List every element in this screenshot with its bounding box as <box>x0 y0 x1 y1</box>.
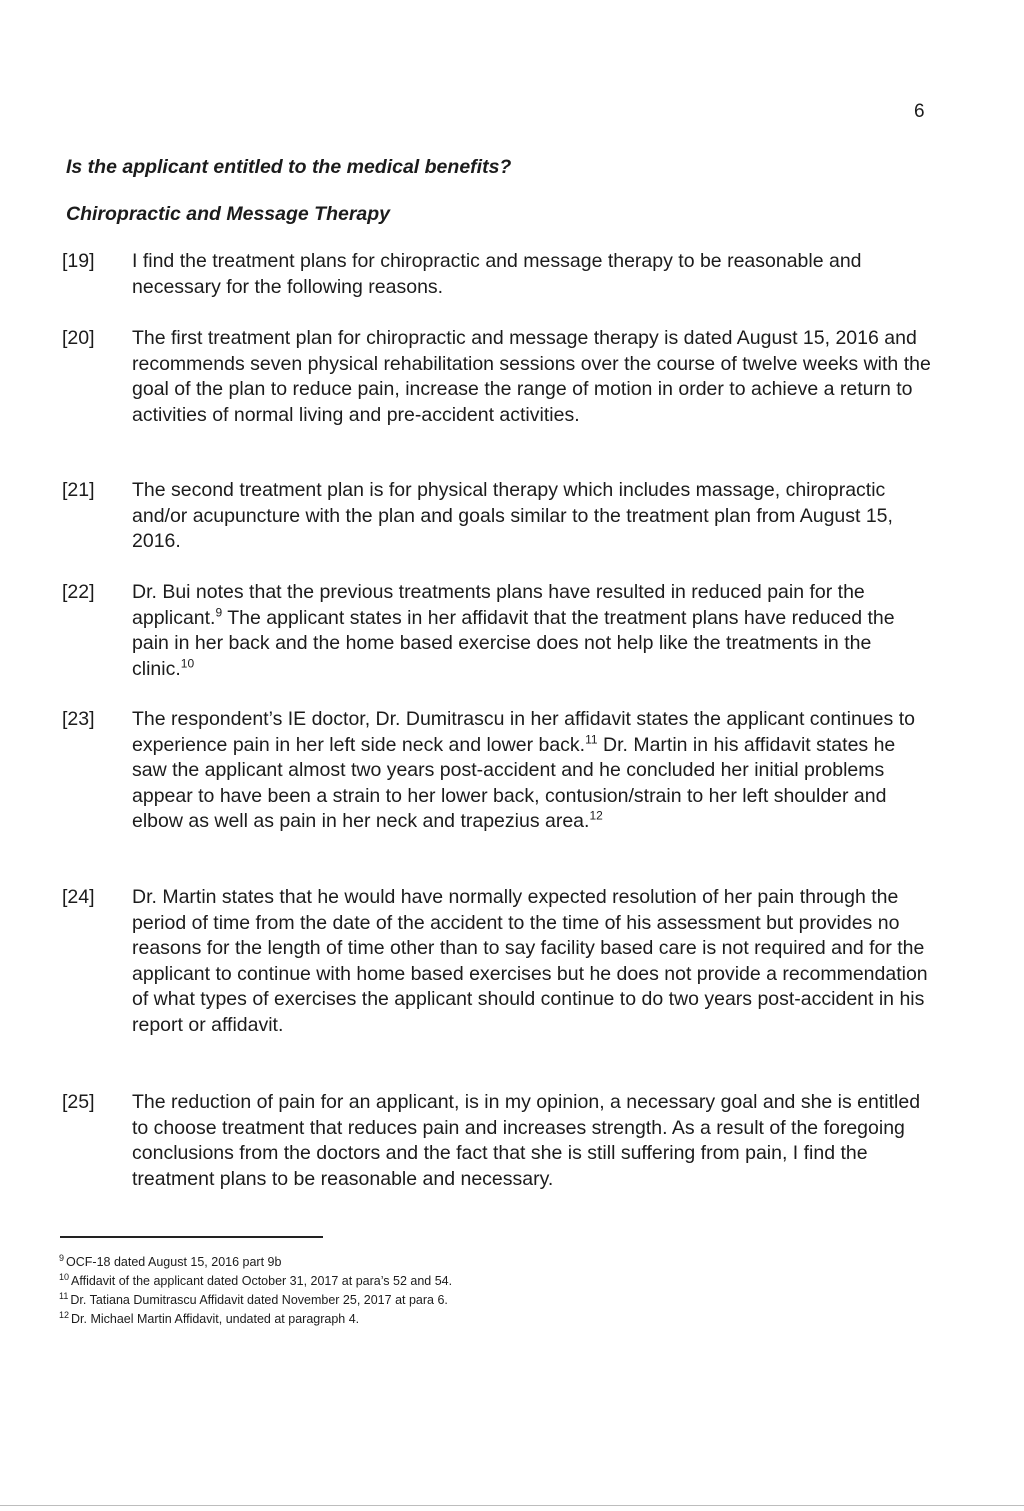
paragraph-number: [20] <box>62 327 95 349</box>
paragraph-number: [25] <box>62 1091 95 1113</box>
footnote-number: 11 <box>59 1290 69 1301</box>
question-heading: Is the applicant entitled to the medical benefits? <box>66 156 512 178</box>
footnote-ref: 12 <box>589 808 603 823</box>
page-bottom-edge <box>0 1505 1024 1506</box>
paragraph-text: The respondent’s IE doctor, Dr. Dumitrascu in her affidavit states the applicant continues to experience pain in her left side neck and lower back.$^{11}$ Dr. Martin in his affidavit states he saw the applicant almost two years post-accident and he concluded her initial problems appear to have been a strain to her lower back, contusion/strain to her left shoulder and elbow as well as pain in her neck and trapezius area.$^{12}$ <box>132 708 915 833</box>
paragraph-text: Dr. Martin states that he would have normally expected resolution of her pain through the period of time from the date of the accident to the time of his assessment but provides no reasons for the length of time other than to say facility based care is not required and for the applicant to continue with home based exercises but he does not provide a recommendation of what types of exercises the applicant should continue to do two years post-accident in his report or affidavit. <box>132 886 928 1036</box>
footnote-separator <box>60 1236 323 1238</box>
footnote-ref: 10 <box>180 656 195 671</box>
footnotes <box>59 1253 452 1329</box>
paragraph-text: The second treatment plan is for physical therapy which includes massage, chiropractic and/or acupuncture with the plan and goals similar to the treatment plan from August 15, 2016. <box>132 479 893 553</box>
paragraph-text: I find the treatment plans for chiropractic and message therapy to be reasonable and necessary for the following reasons. <box>132 250 862 298</box>
footnote-number: 12 <box>59 1309 70 1320</box>
footnote-item: $^9$ OCF-18 dated August 15, 2016 part 9b <box>59 1252 282 1269</box>
footnote-ref: 9 <box>215 605 223 620</box>
footnote-number: 10 <box>59 1271 70 1282</box>
section-heading: Chiropractic and Message Therapy <box>66 203 391 225</box>
paragraph-number: [21] <box>62 479 95 501</box>
paragraph-text: The first treatment plan for chiropractic and message therapy is dated August 15, 2016 and recommends seven physical rehabilitation sessions over the course of twelve weeks with the goal of the plan to reduce pain, increase the range of motion in order to achieve a return to activities of normal living and pre-accident activities. <box>132 327 931 426</box>
footnote-number: 9 <box>59 1252 65 1263</box>
paragraph-text: Dr. Bui notes that the previous treatments plans have resulted in reduced pain for the applicant.$^9$ The applicant states in her affidavit that the treatment plans have reduced the pain in her back and the home based exercise does not help like the treatments in the clinic.$^{10}$ <box>132 581 895 680</box>
paragraph-text: The reduction of pain for an applicant, is in my opinion, a necessary goal and she is entitled to choose treatment that reduces pain and increases strength. As a result of the foregoing conclusions from the doctors and the fact that she is still suffering from pain, I find the treatment plans to be reasonable and necessary. <box>132 1091 921 1190</box>
footnote-ref: 11 <box>585 732 598 747</box>
paragraph-number: [24] <box>62 886 95 908</box>
paragraph-number: [22] <box>62 581 95 603</box>
paragraph-number: [23] <box>62 708 95 730</box>
footnote-item: $^{11}$ Dr. Tatiana Dumitrascu Affidavit dated November 25, 2017 at para 6. <box>59 1290 448 1307</box>
footnote-item: $^{12}$ Dr. Michael Martin Affidavit, undated at paragraph 4. <box>59 1309 360 1326</box>
page-number: 6 <box>914 101 925 122</box>
paragraph-number: [19] <box>62 250 95 272</box>
footnote-item: $^{10}$ Affidavit of the applicant dated October 31, 2017 at para’s 52 and 54. <box>59 1271 453 1288</box>
